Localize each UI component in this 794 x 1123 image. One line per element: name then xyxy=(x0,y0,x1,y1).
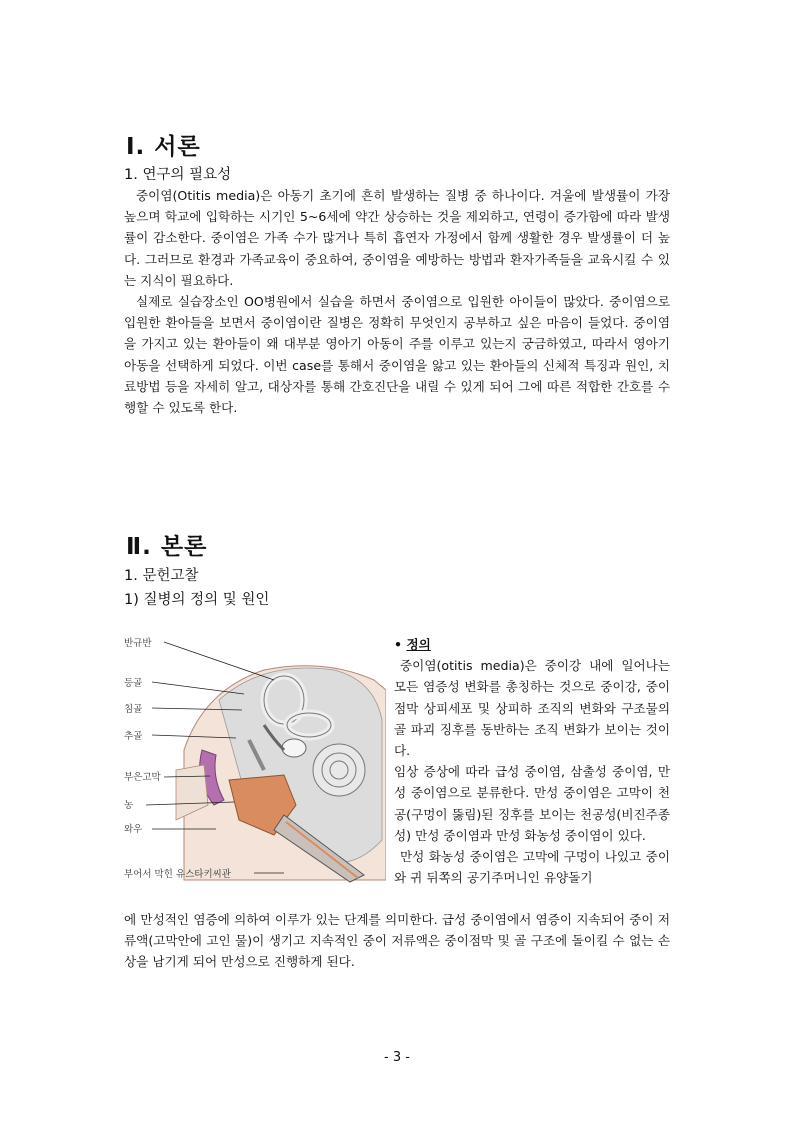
definition-bullet xyxy=(394,634,670,655)
subheading-need: 1. 연구의 필요성 xyxy=(124,167,232,183)
figure-label: 반규반 xyxy=(124,638,152,649)
definition-column xyxy=(394,634,670,888)
intro-paragraph-2: 실제로 실습장소인 OO병원에서 실습을 하면서 중이염으로 입원한 아이들이 많았다. 중이염으로 입원한 환아들을 보면서 중이염이란 질병은 정확히 무엇인지 공부하고 싶은 마음이 들었다. 중이염을 가지고 있는 환아들이 왜 대부분 영아기 아동이 주를 이루고 있는지 궁금하였고, 따라서 영아기 아동을 선택하게 되었다. 이번 case를 통해서 중이염을 앓고 있는 환아들의 신체적 특징과 원인, 치료방법 등을 자세히 알고, 대상자를 통해 간호진단을 내릴 수 있게 되어 그에 따른 적합한 간호를 수행할 수 있도록 한다. xyxy=(124,294,670,416)
intro-paragraph-1: 중이염(Otitis media)은 아동기 초기에 흔히 발생하는 질병 중 하나이다. 겨울에 발생률이 가장 높으며 학교에 입학하는 시기인 5~6세에 약간 상승하는 것을 제외하고, 연령이 증가함에 따라 발생률이 감소한다. 중이염은 가족 수가 많거나 특히 흡연자 가정에서 함께 생활한 경우 발생률이 더 높다. 그러므로 환경과 가족교육이 중요하여, 중이염을 예방하는 방법과 환자가족들을 교육시킬 수 있는 지식이 필요하다. xyxy=(124,188,670,288)
figure-label: 부어서 막힌 유스타키씨관 xyxy=(124,869,231,880)
bullet-mark: • xyxy=(394,637,403,652)
figure-label: 추골 xyxy=(124,731,143,742)
definition-paragraph-3-cont: 에 만성적인 염증에 의하여 이루가 있는 단계를 의미한다. 급성 중이염에서 염증이 지속되어 중이 저류액(고막안에 고인 물)이 생기고 지속적인 중이 저류액은 중이점막 및 골 구조에 돌이킬 수 없는 손상을 남기게 되어 만성으로 진행하게 된다. xyxy=(124,912,670,970)
section-heading-body: Ⅱ. 본론 xyxy=(126,534,208,560)
figure-label: 부은고막 xyxy=(124,772,161,783)
figure-label: 등골 xyxy=(124,678,143,689)
ear-anatomy-figure xyxy=(124,630,386,885)
section-heading-intro: Ⅰ. 서론 xyxy=(126,134,201,160)
figure-label: 농 xyxy=(124,800,134,811)
definition-title: 정의 xyxy=(406,637,431,652)
figure-label: 침골 xyxy=(124,704,143,715)
subheading-definition-cause: 1) 질병의 정의 및 원인 xyxy=(124,592,270,608)
figure-label: 와우 xyxy=(124,824,143,835)
subheading-literature: 1. 문헌고찰 xyxy=(124,568,199,584)
page-number: - 3 - xyxy=(384,1050,410,1065)
definition-paragraph-2: 임상 증상에 따라 급성 중이염, 삼출성 중이염, 만성 중이염으로 분류한다. 만성 중이염은 고막이 천공(구멍이 뚫림)된 징후를 보이는 천공성(비진주종성) 만성 중이염과 만성 화농성 중이염이 있다. xyxy=(394,764,670,843)
definition-paragraph-1: 중이염(otitis media)은 중이강 내에 일어나는 모든 염증성 변화를 총칭하는 것으로 중이강, 중이점막 상피세포 및 상피하 조직의 변화와 구조물의 골 파괴 징후를 동반하는 조직 변화가 보이는 것이다. xyxy=(394,658,670,759)
definition-paragraph-3-start: 만성 화농성 중이염은 고막에 구멍이 나있고 중이와 귀 뒤쪽의 공기주머니인 유양돌기 xyxy=(394,849,670,886)
